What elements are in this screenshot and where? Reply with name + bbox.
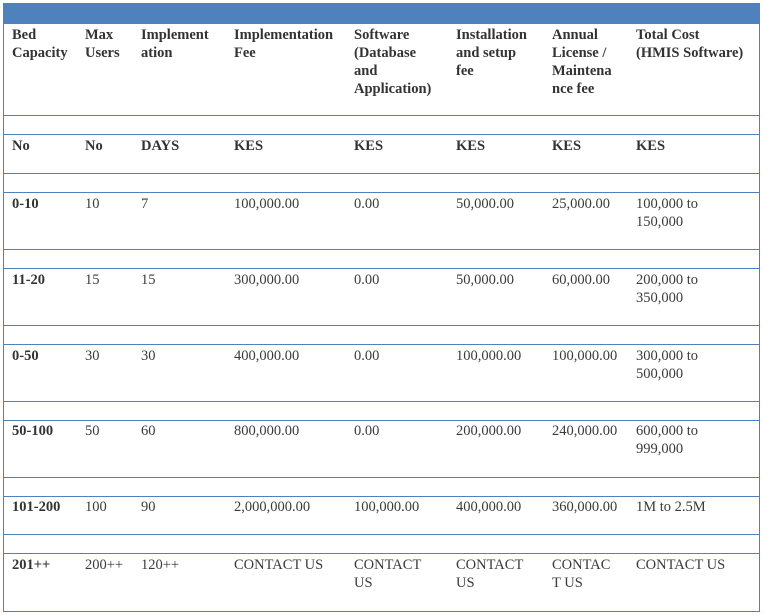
column-header-installation-fee-line: and setup [456, 45, 517, 61]
table-cell-annual-license-fee [552, 498, 617, 516]
column-header-implementation-fee [234, 26, 333, 62]
column-header-installation-fee-line: Installation [456, 27, 527, 43]
table-cell-max-users [85, 347, 100, 365]
table-cell-installation-fee [456, 422, 521, 440]
table-cell-total-cost [636, 498, 706, 516]
table-cell-annual-license-fee-line: T US [552, 575, 583, 591]
table-cell-annual-license-fee [552, 271, 610, 289]
table-cell-max-users-line: 100 [85, 499, 107, 515]
table-cell-bed-capacity-line: 50-100 [12, 423, 54, 439]
table-cell-installation-fee [456, 498, 521, 516]
table-cell-implementation-days [141, 498, 156, 516]
unit-implementation-days-line: DAYS [141, 138, 180, 154]
pricing-table [3, 3, 760, 612]
table-cell-total-cost-line: 150,000 [636, 214, 684, 230]
table-cell-max-users [85, 498, 107, 516]
unit-implementation-fee [234, 137, 263, 155]
table-cell-max-users-line: 10 [85, 196, 100, 212]
column-header-max-users [85, 26, 120, 62]
unit-total-cost [636, 137, 665, 155]
table-cell-implementation-days-line: 15 [141, 272, 156, 288]
column-header-installation-fee-line: fee [456, 63, 474, 79]
table-cell-implementation-fee-line: 300,000.00 [234, 272, 300, 288]
table-cell-bed-capacity-line: 0-10 [12, 196, 39, 212]
column-header-annual-license-fee [552, 26, 612, 98]
table-cell-installation-fee-line: CONTACT [456, 557, 524, 573]
column-header-bed-capacity [12, 26, 68, 62]
table-cell-installation-fee [456, 347, 521, 365]
column-header-annual-license-fee-line: nce fee [552, 81, 595, 97]
table-cell-implementation-days-line: 7 [141, 196, 149, 212]
column-header-installation-fee [456, 26, 527, 80]
table-cell-total-cost [636, 422, 698, 458]
table-cell-implementation-fee [234, 271, 299, 289]
column-header-software-fee-line: and [354, 63, 378, 79]
table-cell-annual-license-fee [552, 422, 617, 440]
table-cell-annual-license-fee [552, 347, 617, 365]
table-cell-implementation-days [141, 556, 179, 574]
table-cell-software-fee-line: 100,000.00 [354, 499, 420, 515]
table-cell-installation-fee-line: 100,000.00 [456, 348, 522, 364]
table-cell-total-cost [636, 347, 698, 383]
table-cell-implementation-days [141, 195, 148, 213]
table-cell-installation-fee-line: 50,000.00 [456, 272, 514, 288]
table-cell-implementation-days-line: 90 [141, 499, 156, 515]
table-cell-bed-capacity-line: 11-20 [12, 272, 46, 288]
unit-bed-capacity [12, 137, 30, 155]
table-cell-implementation-days [141, 422, 156, 440]
table-cell-annual-license-fee-line: 60,000.00 [552, 272, 610, 288]
table-cell-installation-fee [456, 195, 514, 213]
table-cell-implementation-fee [234, 347, 299, 365]
table-cell-max-users-line: 15 [85, 272, 100, 288]
table-cell-software-fee-line: 0.00 [354, 423, 380, 439]
table-cell-software-fee-line: 0.00 [354, 196, 380, 212]
table-cell-max-users [85, 195, 100, 213]
table-cell-installation-fee [456, 556, 523, 592]
column-header-implementation-fee-line: Fee [234, 45, 256, 61]
table-cell-implementation-fee-line: 800,000.00 [234, 423, 300, 439]
table-cell-implementation-days [141, 271, 156, 289]
column-header-bed-capacity-line: Capacity [12, 45, 68, 61]
table-cell-total-cost-line: 999,000 [636, 441, 684, 457]
row-divider [4, 268, 759, 269]
table-cell-implementation-fee [234, 422, 299, 440]
table-cell-total-cost [636, 556, 725, 574]
column-header-max-users-line: Max [85, 27, 114, 43]
table-cell-max-users [85, 271, 100, 289]
table-cell-software-fee [354, 422, 379, 440]
column-header-bed-capacity-line: Bed [12, 27, 37, 43]
table-cell-total-cost-line: 100,000 to [636, 196, 699, 212]
table-cell-max-users-line: 50 [85, 423, 100, 439]
row-divider [4, 401, 759, 402]
table-cell-software-fee [354, 498, 419, 516]
row-divider [4, 553, 759, 554]
table-cell-total-cost-line: CONTACT US [636, 557, 726, 573]
table-cell-total-cost-line: 500,000 [636, 366, 684, 382]
table-cell-implementation-days-line: 30 [141, 348, 156, 364]
table-cell-bed-capacity [12, 271, 45, 289]
table-cell-max-users [85, 422, 100, 440]
table-cell-bed-capacity [12, 498, 60, 516]
table-cell-total-cost-line: 1M to 2.5M [636, 499, 706, 515]
table-cell-software-fee-line: US [354, 575, 373, 591]
table-cell-annual-license-fee-line: 240,000.00 [552, 423, 618, 439]
row-divider [4, 325, 759, 326]
table-cell-software-fee-line: 0.00 [354, 348, 380, 364]
table-cell-implementation-days [141, 347, 156, 365]
table-cell-software-fee-line: 0.00 [354, 272, 380, 288]
table-cell-annual-license-fee-line: CONTAC [552, 557, 611, 573]
table-cell-installation-fee-line: 50,000.00 [456, 196, 514, 212]
table-cell-implementation-fee-line: 100,000.00 [234, 196, 300, 212]
table-cell-bed-capacity-line: 201++ [12, 557, 51, 573]
table-cell-bed-capacity [12, 422, 53, 440]
column-header-max-users-line: Users [85, 45, 120, 61]
column-header-implementation-days-line: Implement [141, 27, 209, 43]
table-cell-implementation-fee-line: CONTACT US [234, 557, 324, 573]
row-divider [4, 534, 759, 535]
table-cell-total-cost-line: 350,000 [636, 290, 684, 306]
unit-annual-license-fee-line: KES [552, 138, 582, 154]
unit-bed-capacity-line: No [12, 138, 30, 154]
table-cell-max-users [85, 556, 123, 574]
row-divider [4, 344, 759, 345]
table-cell-implementation-fee [234, 195, 299, 213]
table-cell-total-cost-line: 300,000 to [636, 348, 699, 364]
unit-max-users [85, 137, 103, 155]
table-cell-bed-capacity [12, 347, 39, 365]
unit-software-fee-line: KES [354, 138, 384, 154]
column-header-software-fee [354, 26, 431, 98]
column-header-total-cost [636, 26, 743, 62]
table-cell-annual-license-fee-line: 360,000.00 [552, 499, 618, 515]
table-cell-installation-fee-line: 200,000.00 [456, 423, 522, 439]
table-cell-total-cost [636, 195, 698, 231]
table-cell-software-fee [354, 271, 379, 289]
table-cell-total-cost-line: 600,000 to [636, 423, 699, 439]
table-cell-max-users-line: 30 [85, 348, 100, 364]
unit-max-users-line: No [85, 138, 103, 154]
column-header-implementation-days [141, 26, 209, 62]
column-header-software-fee-line: Application) [354, 81, 432, 97]
table-cell-implementation-fee [234, 498, 310, 516]
unit-implementation-days [141, 137, 179, 155]
column-header-implementation-days-line: ation [141, 45, 173, 61]
unit-total-cost-line: KES [636, 138, 666, 154]
table-cell-installation-fee [456, 271, 514, 289]
column-header-total-cost-line: Total Cost [636, 27, 700, 43]
column-header-software-fee-line: (Database [354, 45, 417, 61]
row-divider [4, 134, 759, 135]
table-cell-annual-license-fee [552, 556, 610, 592]
unit-implementation-fee-line: KES [234, 138, 264, 154]
column-header-implementation-fee-line: Implementation [234, 27, 334, 43]
unit-installation-fee [456, 137, 485, 155]
table-cell-implementation-days-line: 120++ [141, 557, 180, 573]
table-cell-annual-license-fee-line: 25,000.00 [552, 196, 610, 212]
table-cell-software-fee [354, 195, 379, 213]
column-header-software-fee-line: Software [354, 27, 410, 43]
table-cell-bed-capacity-line: 0-50 [12, 348, 39, 364]
unit-installation-fee-line: KES [456, 138, 486, 154]
table-cell-annual-license-fee-line: 100,000.00 [552, 348, 618, 364]
table-cell-total-cost [636, 271, 698, 307]
table-cell-max-users-line: 200++ [85, 557, 124, 573]
unit-annual-license-fee [552, 137, 581, 155]
table-cell-software-fee [354, 556, 421, 592]
table-cell-bed-capacity [12, 556, 50, 574]
row-divider [4, 477, 759, 478]
column-header-annual-license-fee-line: License / [552, 45, 607, 61]
unit-software-fee [354, 137, 383, 155]
table-cell-bed-capacity-line: 101-200 [12, 499, 61, 515]
table-cell-installation-fee-line: US [456, 575, 475, 591]
table-cell-implementation-fee-line: 2,000,000.00 [234, 499, 311, 515]
table-cell-software-fee-line: CONTACT [354, 557, 422, 573]
row-divider [4, 496, 759, 497]
table-cell-implementation-days-line: 60 [141, 423, 156, 439]
column-header-annual-license-fee-line: Annual [552, 27, 598, 43]
row-divider [4, 192, 759, 193]
row-divider [4, 115, 759, 116]
table-header-bar [4, 4, 759, 24]
table-cell-implementation-fee-line: 400,000.00 [234, 348, 300, 364]
table-cell-annual-license-fee [552, 195, 610, 213]
column-header-annual-license-fee-line: Maintena [552, 63, 612, 79]
column-header-total-cost-line: (HMIS Software) [636, 45, 744, 61]
table-cell-bed-capacity [12, 195, 39, 213]
table-cell-software-fee [354, 347, 379, 365]
row-divider [4, 249, 759, 250]
row-divider [4, 173, 759, 174]
row-divider [4, 420, 759, 421]
table-cell-installation-fee-line: 400,000.00 [456, 499, 522, 515]
table-cell-implementation-fee [234, 556, 323, 574]
table-cell-total-cost-line: 200,000 to [636, 272, 699, 288]
